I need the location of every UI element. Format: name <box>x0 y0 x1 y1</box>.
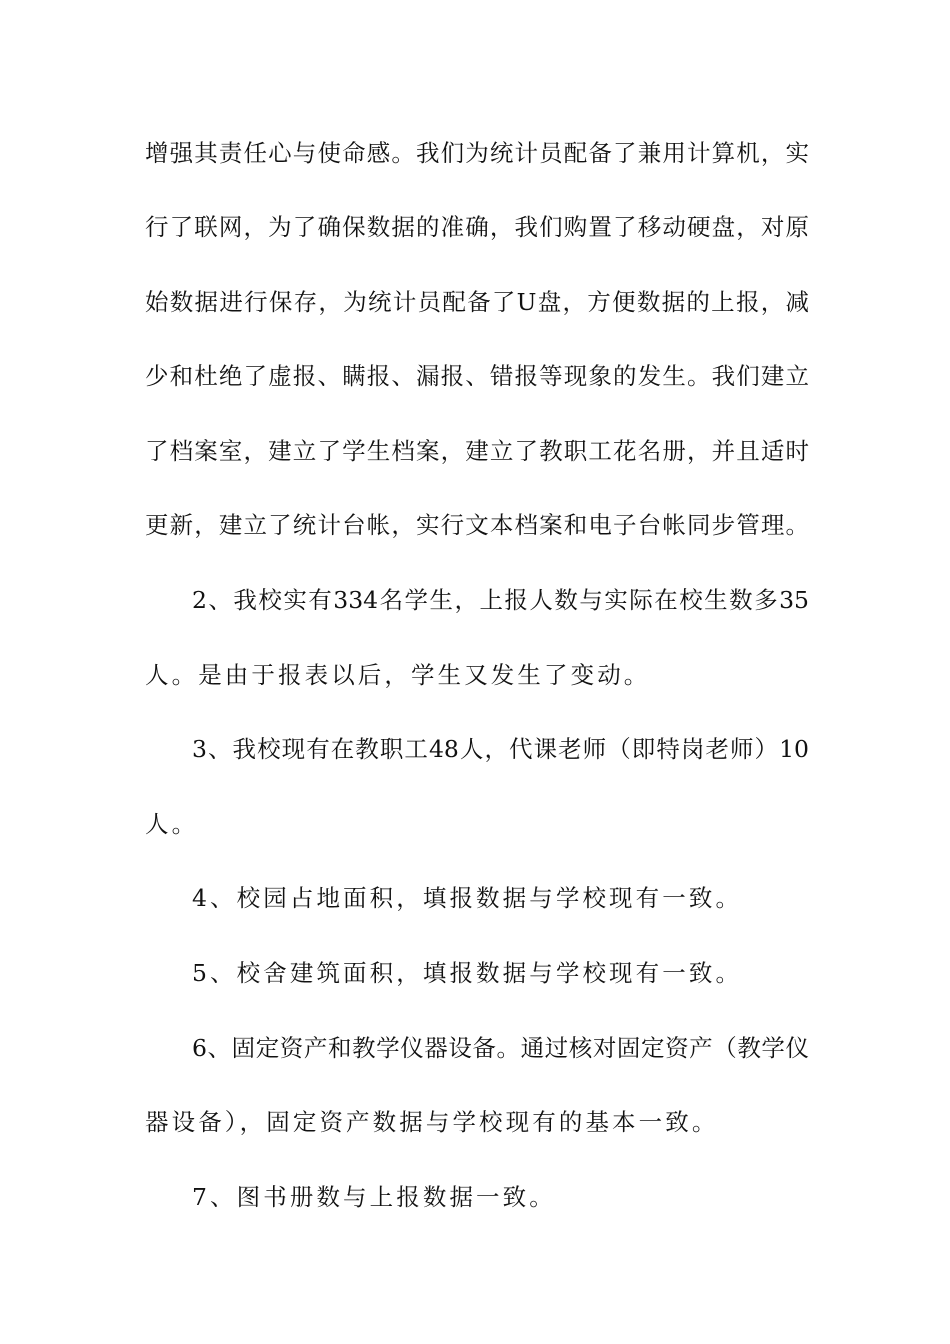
paragraph-line-1: 增强其责任心与使命感。我们为统计员配备了兼用计算机，实 <box>145 139 809 167</box>
item-7: 7、图书册数与上报数据一致。 <box>192 1183 556 1211</box>
item-2-line-2: 人。是由于报表以后，学生又发生了变动。 <box>145 661 651 689</box>
item-3-line-2: 人。 <box>145 810 199 838</box>
paragraph-line-5: 了档案室，建立了学生档案，建立了教职工花名册，并且适时 <box>145 437 809 465</box>
paragraph-line-4: 少和杜绝了虚报、瞒报、漏报、错报等现象的发生。我们建立 <box>145 362 809 390</box>
paragraph-line-2: 行了联网，为了确保数据的准确，我们购置了移动硬盘，对原 <box>145 213 809 241</box>
item-5: 5、校舍建筑面积，填报数据与学校现有一致。 <box>192 959 743 987</box>
item-2-line-1: 2、我校实有334名学生，上报人数与实际在校生数多35 <box>192 586 809 614</box>
item-4: 4、校园占地面积，填报数据与学校现有一致。 <box>192 884 743 912</box>
paragraph-line-6: 更新，建立了统计台帐，实行文本档案和电子台帐同步管理。 <box>145 511 809 539</box>
item-3-line-1: 3、我校现有在教职工48人，代课老师（即特岗老师）10 <box>192 735 809 763</box>
item-6-line-1: 6、固定资产和教学仪器设备。通过核对固定资产（教学仪 <box>192 1034 809 1062</box>
paragraph-line-3: 始数据进行保存，为统计员配备了U盘，方便数据的上报，减 <box>145 288 809 316</box>
item-6-line-2: 器设备），固定资产数据与学校现有的基本一致。 <box>145 1108 719 1136</box>
